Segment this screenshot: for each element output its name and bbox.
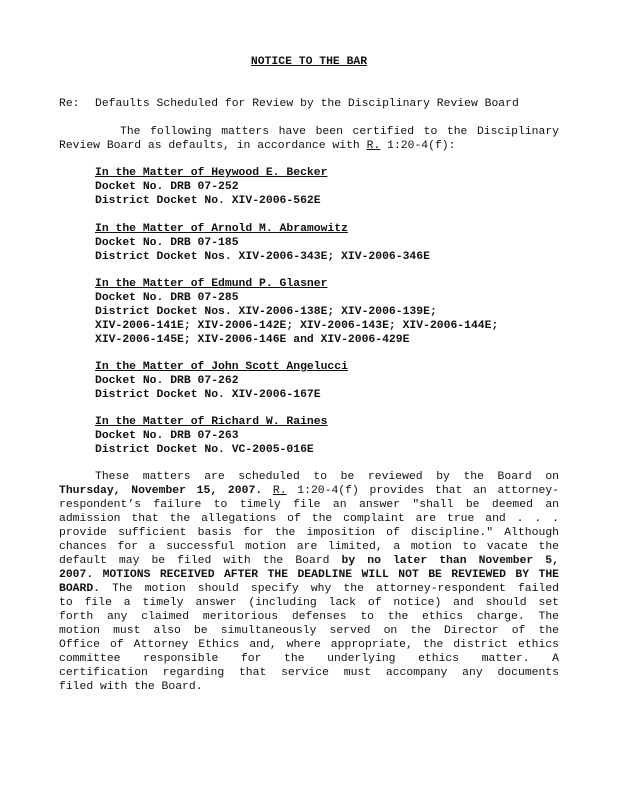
matter-heading: In the Matter of Edmund P. Glasner: [95, 278, 328, 290]
body-line: [59, 582, 559, 596]
matter-district-docket: District Docket No. XIV-2006-167E: [95, 389, 321, 401]
body-line-last: filed with the Board.: [59, 681, 203, 693]
body-line: respondent’s failure to timely file an answer "shall be deemed an: [59, 499, 559, 511]
deadline-warning-end: BOARD.: [59, 583, 101, 595]
matter-district-docket: District Docket No. XIV-2006-562E: [95, 195, 321, 207]
body-line: committee responsible for the underlying ethics matter. A: [59, 653, 559, 665]
re-label: Re:: [59, 98, 80, 110]
matter-heading: In the Matter of Heywood E. Becker: [95, 167, 328, 179]
body-line: to file a timely answer (including lack of notice) and should set: [59, 597, 559, 609]
body-text: 1:20-4(f) provides that an attorney-: [297, 485, 559, 497]
matter-heading: In the Matter of Arnold M. Abramowitz: [95, 223, 348, 235]
body-text: default may be filed with the Board: [59, 555, 330, 567]
deadline-warning: 2007. MOTIONS RECEIVED AFTER THE DEADLINE WILL NOT BE REVIEWED BY THE: [59, 569, 559, 581]
matter-docket: Docket No. DRB 07-285: [95, 292, 239, 304]
matter-district-docket: District Docket Nos. XIV-2006-343E; XIV-2006-346E: [95, 251, 430, 263]
body-line: provide sufficient basis for the imposition of discipline." Although: [59, 527, 559, 539]
re-subject: Defaults Scheduled for Review by the Disciplinary Review Board: [95, 98, 519, 110]
body-line: Office of Attorney Ethics and, where appropriate, the district ethics: [59, 639, 559, 651]
body-line: forth any claimed meritorious defenses to the ethics charge. The: [59, 611, 559, 623]
matter-docket: Docket No. DRB 07-262: [95, 375, 239, 387]
matter-district-docket-cont: XIV-2006-141E; XIV-2006-142E; XIV-2006-143E; XIV-2006-144E;: [95, 320, 499, 332]
matter-heading: In the Matter of John Scott Angelucci: [95, 361, 348, 373]
body-line: [59, 554, 559, 568]
matter-docket: Docket No. DRB 07-252: [95, 181, 239, 193]
body-text: The motion should specify why the attorney-respondent failed: [112, 583, 559, 595]
rule-reference: R.: [272, 485, 287, 497]
matter-heading: In the Matter of Richard W. Raines: [95, 416, 328, 428]
intro-line-1: The following matters have been certified to the Disciplinary: [120, 126, 559, 138]
body-line: chances for a successful motion are limited, a motion to vacate the: [59, 541, 559, 553]
intro-line-2: [59, 139, 455, 153]
body-line: admission that the allegations of the complaint are true and . . .: [59, 513, 559, 525]
hearing-date: Thursday, November 15, 2007.: [59, 485, 263, 497]
body-line: These matters are scheduled to be reviewed by the Board on: [95, 471, 559, 483]
notice-title: NOTICE TO THE BAR: [250, 56, 368, 68]
intro-text: Review Board as defaults, in accordance with: [59, 140, 367, 152]
matter-district-docket-cont: XIV-2006-145E; XIV-2006-146E and XIV-2006-429E: [95, 334, 410, 346]
matter-district-docket: District Docket No. VC-2005-016E: [95, 444, 314, 456]
rule-reference: R.: [366, 140, 381, 152]
matter-district-docket: District Docket Nos. XIV-2006-138E; XIV-2006-139E;: [95, 306, 437, 318]
body-line: [59, 484, 559, 498]
body-line: certification regarding that service must accompany any documents: [59, 667, 559, 679]
matter-docket: Docket No. DRB 07-263: [95, 430, 239, 442]
deadline-text: by no later than November 5,: [341, 555, 559, 567]
body-line: motion must also be simultaneously served on the Director of the: [59, 625, 559, 637]
matter-docket: Docket No. DRB 07-185: [95, 237, 239, 249]
intro-rule-number: 1:20-4(f):: [380, 140, 456, 152]
